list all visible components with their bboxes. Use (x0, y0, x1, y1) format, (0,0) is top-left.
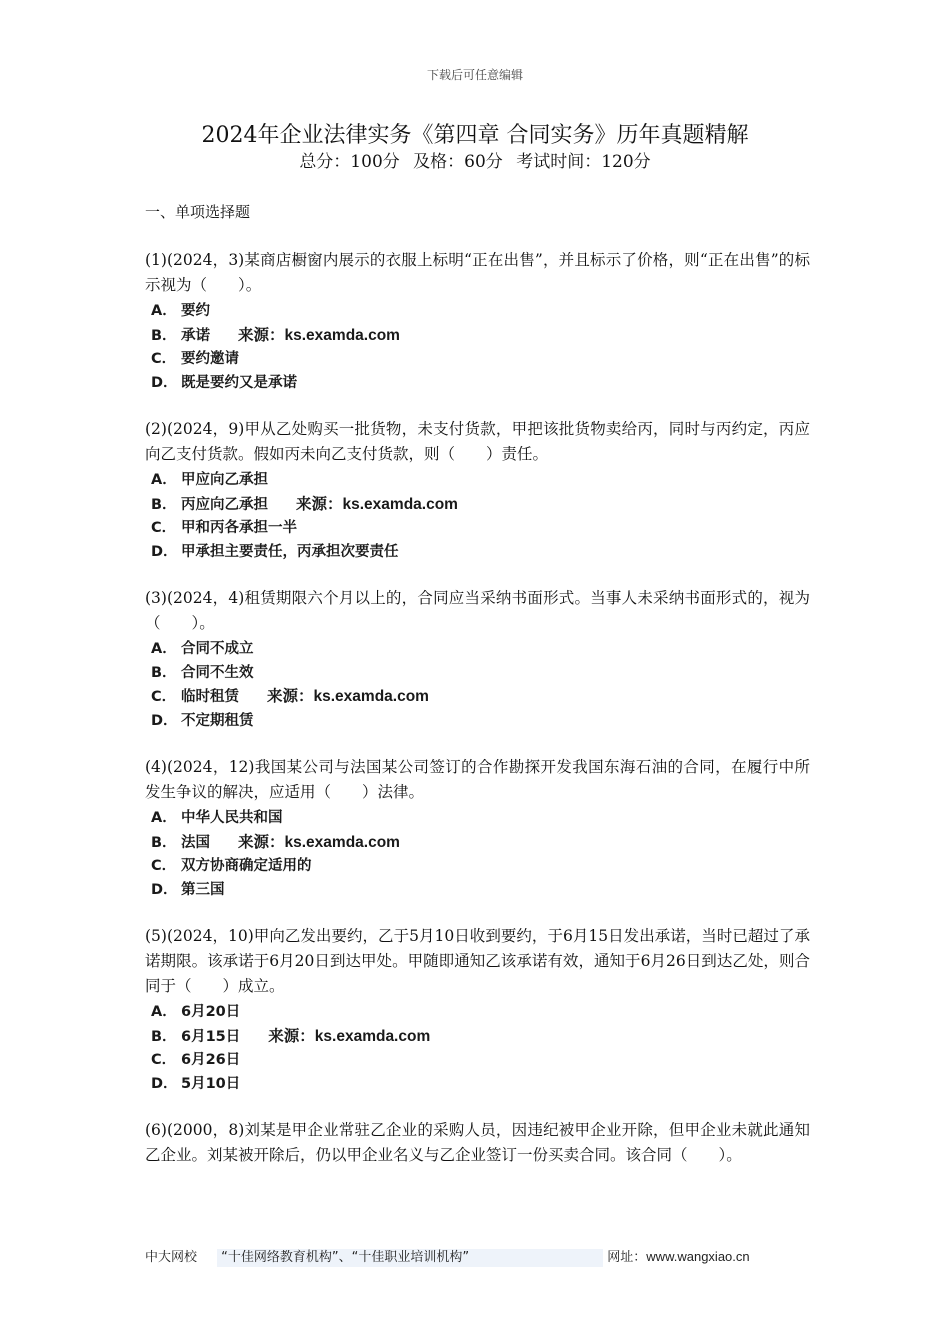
option-text: 6月20日 (181, 1004, 241, 1020)
option-b (145, 831, 810, 856)
option-letter: D． (151, 881, 178, 898)
footer-site-url: www.wangxiao.cn (646, 1249, 750, 1264)
source-watermark: 来源：ks.examda.com (296, 495, 458, 513)
option-text: 甲和丙各承担一半 (181, 520, 297, 536)
page-footer (145, 1248, 810, 1267)
question-4 (145, 755, 810, 902)
option-text: 合同不成立 (181, 641, 254, 657)
option-text: 要约邀请 (181, 351, 239, 367)
question-3 (145, 586, 810, 733)
option-letter: C． (151, 1052, 177, 1068)
option-letter: B． (151, 496, 177, 513)
option-b (145, 324, 810, 349)
option-letter: B． (151, 664, 177, 681)
option-letter: C． (151, 351, 177, 367)
option-text: 5月10日 (181, 1075, 241, 1092)
option-letter: B． (151, 1028, 177, 1045)
option-c (145, 855, 810, 879)
footer-site (607, 1248, 749, 1267)
option-c (145, 517, 810, 541)
option-a (145, 807, 810, 831)
option-text: 第三国 (181, 881, 225, 898)
option-letter: A． (151, 810, 177, 826)
footer-brand: 中大网校 (145, 1250, 198, 1265)
question-stem: (5)(2024，10)甲向乙发出要约，乙于5月10日收到要约，于6月15日发出承诺，当时已超过了承诺期限。该承诺于6月20日到达甲处。甲随即通知乙该承诺有效，通知于6月26日到达乙处，则合同于（ ）成立。 (145, 927, 810, 995)
option-d (145, 1073, 810, 1097)
option-text: 6月26日 (181, 1052, 241, 1068)
source-watermark: 来源：ks.examda.com (238, 833, 400, 851)
question-stem: (1)(2024，3)某商店橱窗内展示的衣服上标明“正在出售”，并且标示了价格，则“正在出售”的标示视为（ ）。 (145, 251, 810, 294)
option-letter: C． (151, 858, 177, 874)
option-text: 法国 (181, 834, 210, 851)
option-letter: A． (151, 472, 177, 488)
option-text: 中华人民共和国 (181, 810, 283, 826)
option-text: 6月15日 (181, 1028, 241, 1045)
option-a (145, 638, 810, 662)
option-letter: D． (151, 543, 178, 560)
question-2 (145, 417, 810, 564)
exam-time: 考试时间：120分 (516, 152, 651, 172)
option-b (145, 662, 810, 686)
question-5 (145, 924, 810, 1096)
page-title: 2024年企业法律实务《第四章 合同实务》历年真题精解 (201, 123, 749, 148)
source-watermark: 来源：ks.examda.com (238, 326, 400, 344)
question-list (145, 248, 810, 1190)
footer-slogan: “十佳网络教育机构”、“十佳职业培训机构” (217, 1249, 603, 1267)
source-watermark: 来源：ks.examda.com (267, 688, 429, 705)
option-c (145, 685, 810, 710)
option-a (145, 1001, 810, 1025)
option-a (145, 469, 810, 493)
option-a (145, 300, 810, 324)
source-watermark: 来源：ks.examda.com (268, 1027, 431, 1045)
header-note: 下载后可任意编辑 (426, 68, 523, 82)
option-text: 合同不生效 (181, 664, 254, 681)
option-text: 双方协商确定适用的 (181, 858, 312, 874)
option-text: 丙应向乙承担 (181, 496, 268, 513)
option-d (145, 372, 810, 396)
option-letter: C． (151, 689, 177, 705)
pass-score: 及格：60分 (413, 152, 503, 172)
total-score: 总分：100分 (299, 152, 400, 172)
option-text: 临时租赁 (181, 689, 239, 705)
option-text: 要约 (181, 303, 210, 319)
footer-site-label: 网址： (607, 1250, 647, 1265)
option-letter: D． (151, 1075, 178, 1092)
question-stem: (6)(2000，8)刘某是甲企业常驻乙企业的采购人员，因违纪被甲企业开除，但甲企业未就此通知乙企业。刘某被开除后，仍以甲企业名义与乙企业签订一份买卖合同。该合同（ ）。 (145, 1121, 810, 1164)
option-letter: B． (151, 327, 177, 344)
option-text: 甲承担主要责任，丙承担次要责任 (181, 543, 399, 560)
option-text: 既是要约又是承诺 (181, 374, 297, 391)
option-c (145, 1049, 810, 1073)
question-stem: (2)(2024，9)甲从乙处购买一批货物，未支付货款，甲把该批货物卖给丙，同时与丙约定，丙应向乙支付货款。假如丙未向乙支付货款，则（ ）责任。 (145, 420, 810, 463)
option-d (145, 541, 810, 565)
option-letter: B． (151, 834, 177, 851)
section-heading: 一、单项选择题 (145, 203, 251, 221)
question-stem: (3)(2024，4)租赁期限六个月以上的，合同应当采纳书面形式。当事人未采纳书面形式的，视为（ ）。 (145, 589, 810, 632)
option-text: 甲应向乙承担 (181, 472, 268, 488)
option-text: 承诺 (181, 327, 210, 344)
question-stem: (4)(2024，12)我国某公司与法国某公司签订的合作勘探开发我国东海石油的合同，在履行中所发生争议的解决，应适用（ ）法律。 (145, 758, 810, 801)
option-letter: D． (151, 374, 178, 391)
option-letter: A． (151, 641, 177, 657)
option-letter: A． (151, 1004, 177, 1020)
option-d (145, 879, 810, 903)
option-letter: C． (151, 520, 177, 536)
option-b (145, 1025, 810, 1050)
option-c (145, 348, 810, 372)
option-letter: A． (151, 303, 177, 319)
option-b (145, 493, 810, 518)
option-letter: D． (151, 712, 178, 729)
option-d (145, 710, 810, 734)
option-text: 不定期租赁 (181, 712, 254, 729)
exam-info (0, 150, 950, 174)
question-1 (145, 248, 810, 395)
question-6 (145, 1118, 810, 1168)
